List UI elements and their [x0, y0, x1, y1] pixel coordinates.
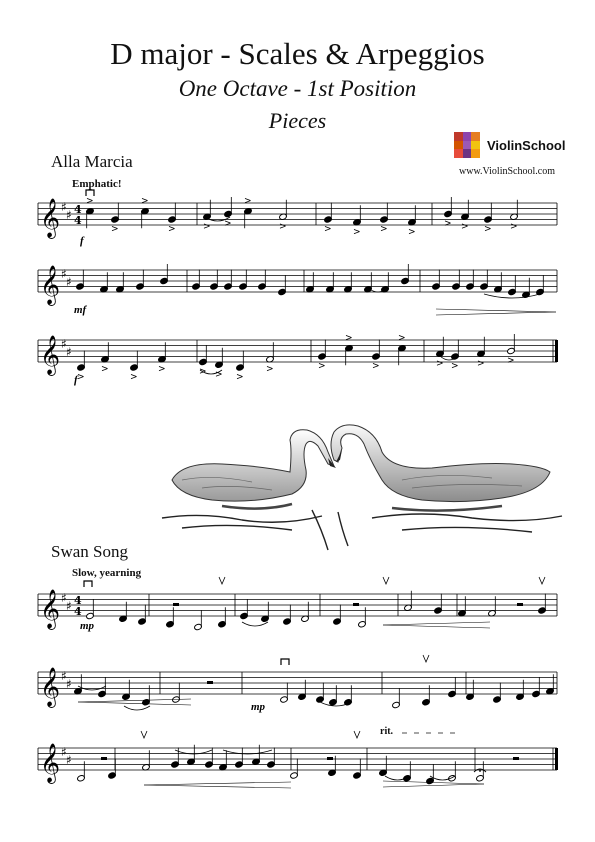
accent-mark: >	[398, 333, 406, 344]
crescendo-hairpin	[383, 625, 490, 628]
sharp-sign: ♯	[66, 677, 72, 691]
accent-mark: >	[279, 221, 287, 232]
half-rest	[173, 603, 179, 606]
accent-mark: >	[444, 219, 452, 229]
accent-mark: >	[111, 224, 119, 235]
piece-title-swan-song: Swan Song	[51, 542, 128, 561]
accent-mark: >	[224, 219, 232, 229]
ritardando-marking: rit.	[380, 726, 394, 737]
accent-mark: >	[215, 369, 223, 380]
accent-mark: >	[380, 224, 388, 235]
treble-clef: 𝄞	[40, 265, 61, 305]
slur	[78, 686, 106, 690]
accent-mark: >	[436, 358, 444, 369]
accent-mark: >	[244, 196, 252, 207]
accent-mark: >	[408, 227, 416, 238]
sharp-sign: ♯	[61, 745, 67, 759]
accent-mark: >	[461, 221, 469, 232]
up-bow-mark	[354, 731, 360, 738]
brand-url: www.ViolinSchool.com	[459, 166, 555, 177]
down-bow-mark	[281, 659, 289, 665]
up-bow-mark	[423, 655, 429, 662]
sharp-sign: ♯	[66, 599, 72, 613]
accent-mark: >	[203, 221, 211, 232]
time-signature: 4	[74, 594, 82, 607]
accent-mark: >	[141, 196, 149, 207]
piece-title-alla-marcia: Alla Marcia	[51, 152, 133, 171]
sharp-sign: ♯	[61, 267, 67, 281]
half-rest	[207, 681, 213, 684]
accent-mark: >	[345, 333, 353, 344]
up-bow-mark	[219, 577, 225, 584]
treble-clef: 𝄞	[40, 743, 61, 783]
crescendo-hairpin	[144, 785, 291, 788]
half-rest	[513, 757, 519, 760]
sharp-sign: ♯	[66, 345, 72, 359]
treble-clef: 𝄞	[40, 589, 61, 629]
final-barline	[555, 340, 558, 362]
diminuendo-hairpin	[436, 312, 556, 315]
accent-mark: >	[353, 227, 361, 238]
page-subtitle: One Octave - 1st Position	[178, 76, 417, 101]
accent-mark: >	[477, 358, 485, 369]
tempo-marking-alla-marcia: Emphatic!	[72, 178, 122, 190]
dynamic-marking: mp	[80, 620, 95, 632]
page-title: D major - Scales & Arpeggios	[110, 36, 485, 71]
accent-mark: >	[451, 361, 459, 372]
up-bow-mark	[539, 577, 545, 584]
time-signature: 4	[74, 203, 82, 216]
accent-mark: >	[86, 196, 94, 207]
dynamic-marking: mp	[251, 701, 266, 713]
brand-name: ViolinSchool	[487, 138, 566, 153]
sharp-sign: ♯	[61, 591, 67, 605]
half-rest	[517, 603, 523, 606]
dynamic-marking: mf	[74, 304, 87, 316]
half-rest	[353, 603, 359, 606]
time-signature: 4	[74, 214, 82, 227]
sharp-sign: ♯	[66, 275, 72, 289]
accent-mark: >	[158, 364, 166, 375]
accent-mark: >	[318, 361, 326, 372]
crescendo-hairpin	[383, 622, 490, 625]
accent-mark: >	[77, 372, 85, 383]
down-bow-mark	[86, 190, 94, 196]
time-signature: 4	[74, 605, 82, 618]
diminuendo-hairpin	[383, 784, 484, 787]
treble-clef: 𝄞	[40, 335, 61, 375]
up-bow-mark	[383, 577, 389, 584]
half-rest	[101, 757, 107, 760]
accent-mark: >	[236, 372, 244, 383]
final-barline	[555, 748, 558, 770]
accent-mark: >	[510, 221, 518, 232]
accent-mark: >	[484, 224, 492, 235]
diminuendo-hairpin	[436, 309, 556, 312]
accent-mark: >	[324, 224, 332, 235]
sharp-sign: ♯	[66, 753, 72, 767]
accent-mark: >	[372, 361, 380, 372]
accent-mark: >	[199, 367, 207, 377]
half-rest	[327, 757, 333, 760]
slur	[242, 622, 268, 626]
accent-mark: >	[266, 364, 274, 375]
up-bow-mark	[141, 731, 147, 738]
treble-clef: 𝄞	[40, 198, 61, 238]
fermata-dot	[479, 770, 481, 772]
sharp-sign: ♯	[61, 200, 67, 214]
treble-clef: 𝄞	[40, 667, 61, 707]
sharp-sign: ♯	[61, 669, 67, 683]
accent-mark: >	[168, 224, 176, 235]
accent-mark: >	[130, 372, 138, 383]
tempo-marking-swan-song: Slow, yearning	[72, 567, 142, 579]
accent-mark: >	[101, 364, 109, 375]
sharp-sign: ♯	[66, 208, 72, 222]
sharp-sign: ♯	[61, 337, 67, 351]
section-heading: Pieces	[268, 108, 327, 133]
dynamic-marking: f	[80, 235, 84, 247]
accent-mark: >	[507, 356, 515, 366]
down-bow-mark	[84, 581, 92, 587]
dynamic-marking: f	[74, 374, 78, 386]
slur	[124, 706, 150, 710]
crescendo-hairpin	[144, 782, 291, 785]
